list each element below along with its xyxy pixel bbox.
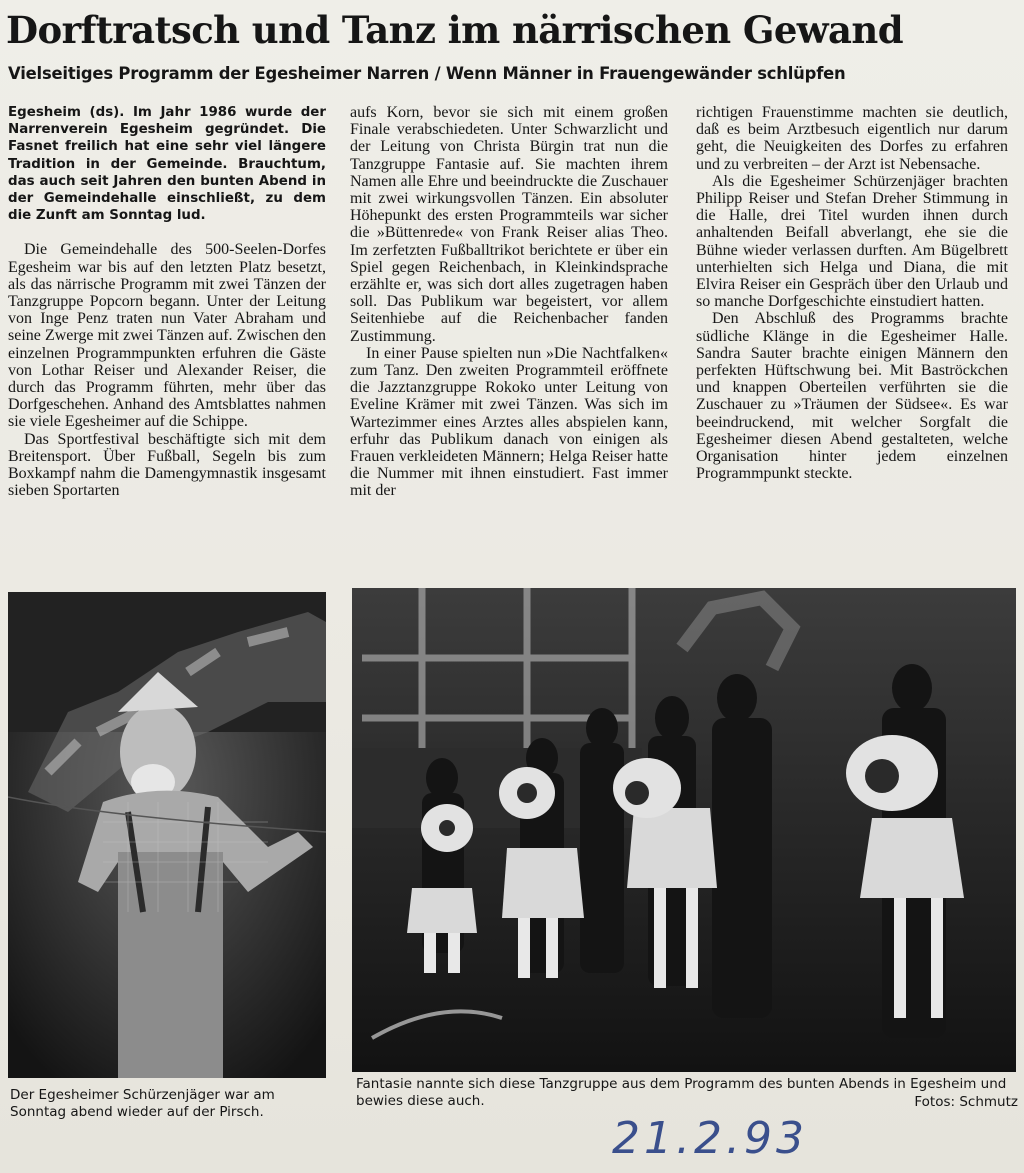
photo-caption-left: Der Egesheimer Schürzenjäger war am Sonntag abend wieder auf der Pirsch.	[10, 1087, 275, 1120]
handwritten-date: 21.2.93	[612, 1113, 808, 1164]
subheadline: Vielseitiges Programm der Egesheimer Narren / Wenn Männer in Frauengewänder schlüpfen	[8, 64, 846, 83]
article-column-3	[696, 104, 1008, 482]
headline: Dorftratsch und Tanz im närrischen Gewand	[6, 8, 904, 52]
body-paragraph: aufs Korn, bevor sie sich mit einem großen Finale verabschiedeten. Unter Schwarzlicht und der Leitung von Christa Bürgin trat nun die Tanzgruppe Fantasie auf. Sie machten ihrem Namen alle Ehre und beeindruckte die Zuschauer mit zwei wirkungsvollen Tänzen. Ein absoluter Höhepunkt des ersten Programmteils war sicher die »Büttenrede« von Frank Reiser alias Theo. Im zerfetzten Fußballtrikot berichtete er über ein Spiel gegen Reichenbach, in Kleinkindsprache erzählte er, was sich dort alles zugetragen haben soll. Das Publikum war begeistert, vor allem Seitenhiebe auf die Reichenbacher fanden Zustimmung.	[350, 104, 668, 345]
body-paragraph: Das Sportfestival beschäftigte sich mit dem Breitensport. Über Fußball, Segeln bis zum Boxkampf nahm die Damengymnastik insgesamt sieben Sportarten	[8, 430, 326, 500]
photo-tanzgruppe-fantasie	[352, 588, 1016, 1072]
body-paragraph: Die Gemeindehalle des 500-Seelen-Dorfes Egesheim war bis auf den letzten Platz besetzt, als das närrische Programm mit zwei Tänzen der Tanzgruppe Popcorn begann. Unter der Leitung von Inge Penz traten nun Vater Abraham und seine Zwerge mit zwei Tänzen auf. Zwischen den einzelnen Programmpunkten erfuhren die Gäste von Lothar Reiser und Alexander Reiser, die durch das Programm führten, mehr über das Dorfgeschehen. Anhand des Amtsblattes nahmen sie viele Egesheimer auf die Schippe.	[8, 241, 326, 431]
lead-paragraph: Egesheim (ds). Im Jahr 1986 wurde der Narrenverein Egesheim gegründet. Die Fasnet freilich hat eine sehr viel längere Tradition in der Gemeinde. Brauchtum, das auch seit Jahren den bunten Abend in der Gemeindehalle einschließt, zu dem die Zunft am Sonntag lud.	[8, 105, 326, 224]
article-column-1	[8, 104, 326, 499]
article-column-2	[350, 104, 668, 500]
body-paragraph: Den Abschluß des Programms brachte südliche Klänge in die Egesheimer Halle. Sandra Sauter brachte einigen Männern den perfekten Hüftschwung bei. Mit Baströckchen und knappen Oberteilen verführten sie die Zuschauer zu »Träumen der Südsee«. Es war beeindruckend, mit welcher Sorgfalt die Egesheimer diesen Abend gestalteten, welche Organisation hinter jedem einzelnen Programmpunkt steckte.	[696, 310, 1008, 483]
photo-schuerzenjaeger-image	[8, 592, 326, 1078]
body-paragraph: Als die Egesheimer Schürzenjäger brachten Philipp Reiser und Stefan Dreher Stimmung in die Halle, drei Titel wurden ihnen durch anhaltenden Beifall abverlangt, ehe sie die Bühne wieder verlassen durften. Am Bügelbrett unterhielten sich Helga und Diana, die mit Elvira Reiser ein Gespräch über den Urlaub und so manche Dorfgeschichte einstudiert hatten.	[696, 172, 1008, 311]
body-paragraph: In einer Pause spielten nun »Die Nachtfalken« zum Tanz. Den zweiten Programmteil eröffnete die Jazztanzgruppe Rokoko unter Leitung von Eveline Krämer mit zwei Tänzen. Was sich im Wartezimmer eines Arztes alles abspielen kann, erfuhr das Publikum danach von einigen als Frauen verkleideten Männern; Helga Reiser hatte die Nummer mit ihnen einstudiert. Fast immer mit der	[350, 344, 668, 500]
body-paragraph: richtigen Frauenstimme machten sie deutlich, daß es beim Arztbesuch eigentlich nur darum geht, die Neuigkeiten des Dorfes zu erfahren und zu verbreiten – der Arzt ist Nebensache.	[696, 104, 1008, 173]
photo-credit: Fotos: Schmutz	[914, 1094, 1018, 1110]
photo-schuerzenjaeger	[8, 592, 326, 1078]
photo-caption-right: Fantasie nannte sich diese Tanzgruppe aus dem Programm des bunten Abends in Egesheim und bewies diese auch.	[356, 1076, 1007, 1109]
photo-tanzgruppe-image	[352, 588, 1016, 1072]
